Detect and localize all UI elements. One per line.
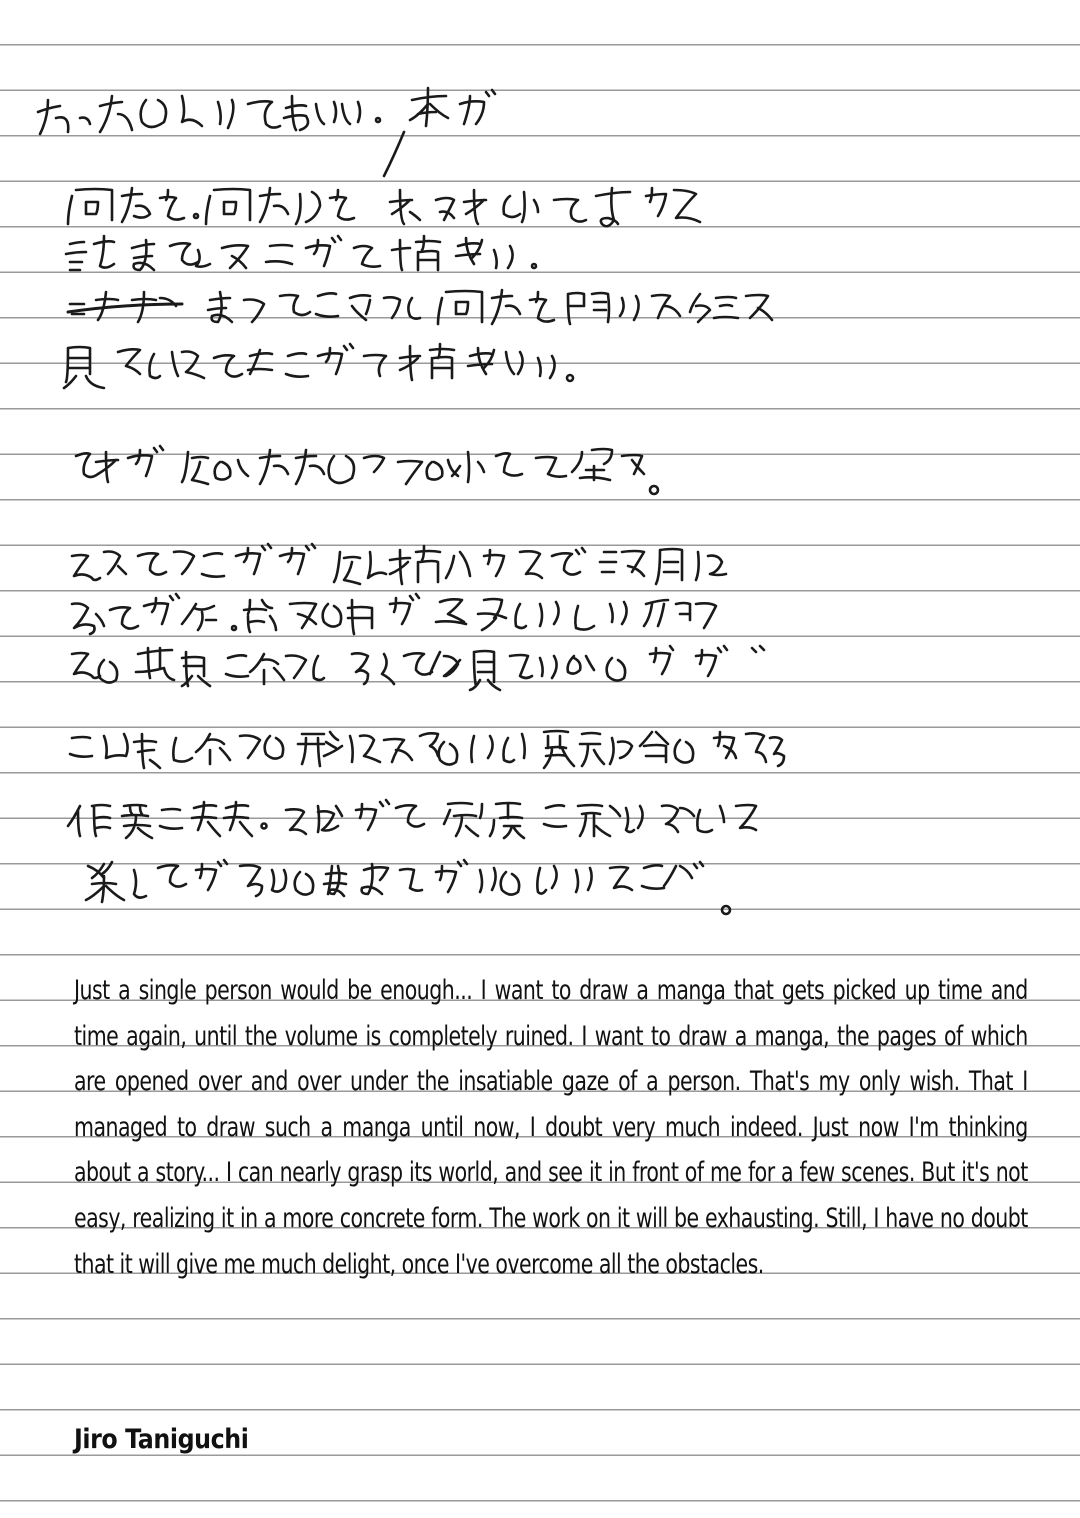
author-name: Jiro Taniguchi (74, 1424, 249, 1455)
handwriting-line-12 (68, 800, 756, 838)
handwriting-line-3 (68, 188, 700, 226)
handwriting-line-13 (86, 860, 730, 914)
handwriting-line-1 (38, 96, 380, 134)
handwriting-line-10 (72, 646, 764, 690)
handwriting-insertion (384, 88, 495, 176)
handwriting-line-6 (64, 344, 573, 388)
english-translation: Just a single person would be enough... I want to draw a manga that gets picked up time and time again, until the volume is completely ruined. I want to draw a manga, the pages of which are opened over and over under the insatiable gaze of a person. That's my only wish. That I managed to draw such a manga until now, I doubt very much indeed. Just now I'm thinking about a story... I can nearly grasp its world, and see it in front of me for a few scenes. But it's not easy, realizing it in a more concrete form. The work on it will be exhausting. Still, I have no doubt that it will give me much delight, once I've overcome all the obstacles. (74, 975, 1028, 1280)
handwriting-line-7 (76, 446, 658, 494)
handwriting-line-9 (72, 594, 716, 634)
handwriting-line-8 (72, 544, 726, 584)
handwriting-line-4 (66, 236, 536, 270)
handwriting-line-11 (70, 731, 784, 768)
handwriting-line-5 (68, 290, 772, 324)
